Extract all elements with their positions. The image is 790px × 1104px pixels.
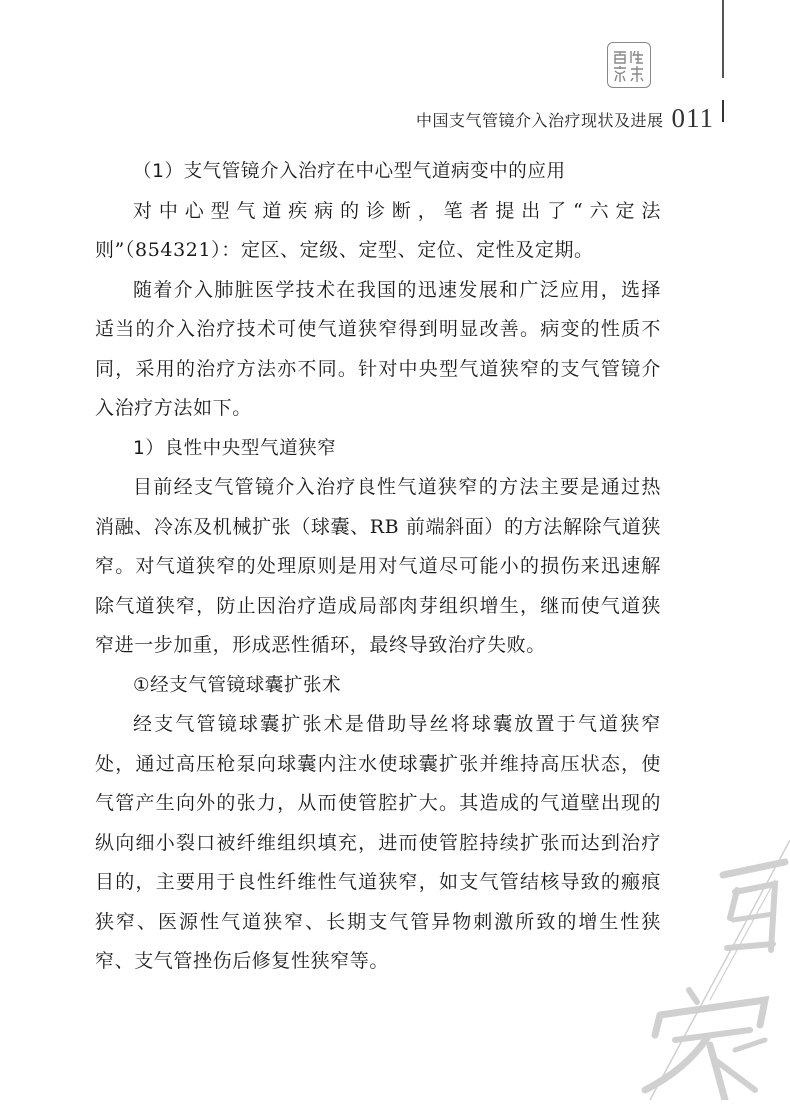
watermark-calligraphy: [615, 840, 790, 1100]
paragraph-interventional-overview: 随着介入肺脏医学技术在我国的迅速发展和广泛应用，选择适当的介入治疗技术可使气道狭窄得到明显改善。病变的性质不同，采用的治疗方法亦不同。针对中央型气道狭窄的支气管镜介入治疗方法如下。: [95, 278, 661, 419]
paragraph-balloon-dilation: 经支气管镜球囊扩张术是借助导丝将球囊放置于气道狭窄处，通过高压枪泵向球囊内注水使球囊扩张并维持高压状态，使气管产生向外的张力，从而使管腔扩大。其造成的气道壁出现的纵向细小裂口被纤维组织填充，进而使管腔持续扩张而达到治疗目的，主要用于良性纤维性气道狭窄，如支气管结核导致的瘢痕狭窄、医源性气道狭窄、长期支气管异物刺激所致的增生性狭窄、支气管挫伤后修复性狭窄等。: [95, 713, 661, 972]
running-header-title: 中国支气管镜介入治疗现状及进展: [416, 111, 664, 130]
page-body: [95, 152, 661, 982]
page-number: 011: [671, 103, 715, 133]
header-side-rule: [722, 100, 724, 122]
section-heading-central-airway: （1）支气管镜介入治疗在中心型气道病变中的应用: [133, 161, 566, 182]
paragraph-six-principles: 对中心型气道疾病的诊断，笔者提出了“六定法则”（854321）：定区、定级、定型、定位、定性及定期。: [95, 199, 661, 261]
paragraph-benign-treatment: 目前经支气管镜介入治疗良性气道狭窄的方法主要是通过热消融、冷冻及机械扩张（球囊、RB 前端斜面）的方法解除气道狭窄。对气道狭窄的处理原则是用对气道尽可能小的损伤来迅速解除气道狭窄，防止因治疗造成局部肉芽组织增生，继而使气道狭窄进一步加重，形成恶性循环，最终导致治疗失败。: [95, 476, 661, 656]
top-decorative-rule: [722, 0, 724, 78]
subheading-balloon-dilation: ①经支气管镜球囊扩张术: [133, 674, 342, 696]
series-logo-seal: [607, 42, 651, 88]
subheading-benign-stenosis: 1）良性中央型气道狭窄: [133, 437, 337, 459]
running-header: [416, 93, 716, 133]
